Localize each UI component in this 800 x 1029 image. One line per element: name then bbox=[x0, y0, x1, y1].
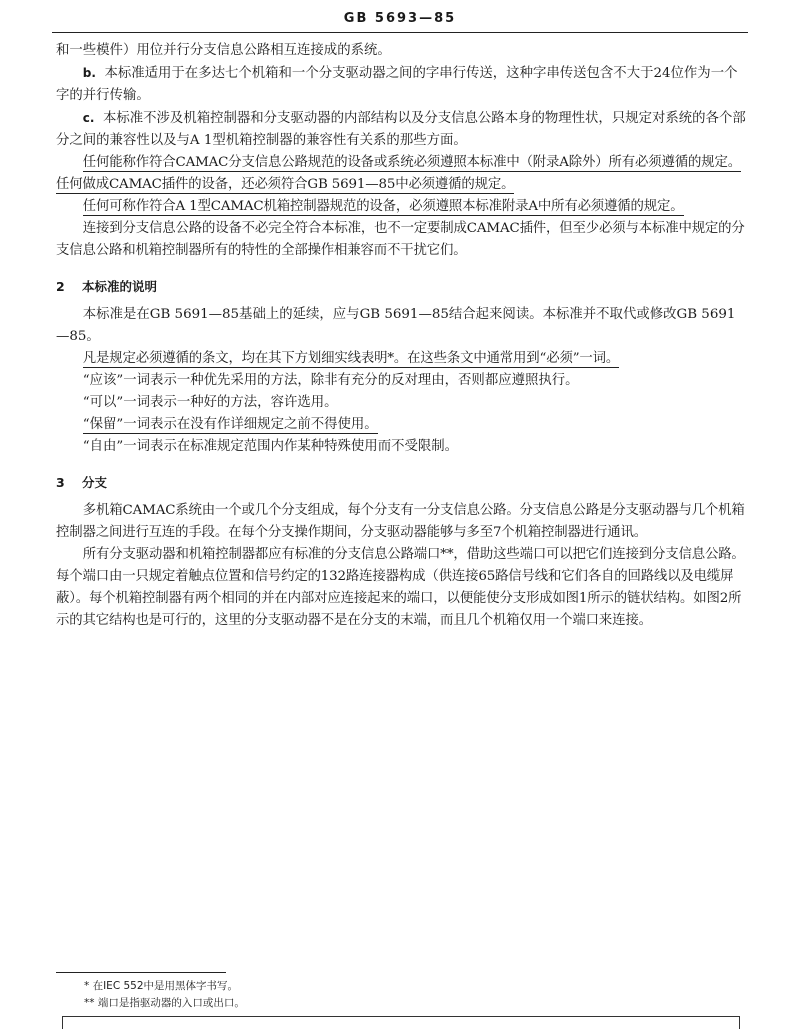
section-heading bbox=[56, 276, 746, 298]
mandatory-text: 任何可称作符合A 1型CAMAC机箱控制器规范的设备，必须遵照本标准附录A中所有必须遵循的规定。 bbox=[82, 199, 684, 214]
section-heading bbox=[56, 472, 746, 494]
mandatory-paragraph bbox=[56, 414, 746, 436]
mandatory-text: 凡是规定必须遵循的条文，均在其下方划细实线表明*。在这些条文中通常用到“必须”一词。 bbox=[82, 351, 620, 366]
paragraph: 所有分支驱动器和机箱控制器都应有标准的分支信息公路端口**，借助这些端口可以把它们连接到分支信息公路。每个端口由一只规定着触点位置和信号约定的132路连接器构成（供连接65路信号线和它们各自的回路线以及电缆屏蔽）。每个机箱控制器有两个相同的并在内部对应连接起来的端口，以便能使分支形成如图1所示的链状结构。如图2所示的其它结构也是可行的，这里的分支驱动器不是在分支的末端，而且几个机箱仅用一个端口来连接。 bbox=[56, 547, 745, 628]
paragraph: 连接到分支信息公路的设备不必完全符合本标准，也不一定要制成CAMAC插件，但至少必须与本标准中规定的分支信息公路和机箱控制器所有的特性的全部操作相兼容而不干扰它们。 bbox=[56, 221, 745, 258]
paragraph-c bbox=[56, 107, 746, 152]
section-title: 分支 bbox=[82, 475, 108, 490]
document-body bbox=[56, 40, 746, 632]
footnotes bbox=[84, 978, 245, 1012]
page-header bbox=[52, 8, 748, 33]
paragraph: “自由”一词表示在标准规定范围内作某种特殊使用而不受限制。 bbox=[82, 439, 459, 454]
section-number: 3 bbox=[56, 475, 65, 490]
section-number: 2 bbox=[56, 279, 65, 294]
mandatory-text: 任何能称作符合CAMAC分支信息公路规范的设备或系统必须遵照本标准中（附录A除外）所有必须遵循的规定。任何做成CAMAC插件的设备，还必须符合GB 5691—85中必须遵循的规定。 bbox=[56, 155, 741, 192]
item-label-b: b. bbox=[82, 66, 96, 80]
paragraph-b-text: 本标准适用于在多达七个机箱和一个分支驱动器之间的字串行传送，这种字串传送包含不大于24位作为一个字的并行传输。 bbox=[56, 66, 738, 103]
mandatory-paragraph bbox=[56, 348, 746, 370]
footnote: * 在IEC 552中是用黑体字书写。 bbox=[84, 980, 239, 992]
item-label-c: c. bbox=[82, 111, 95, 125]
footnote: ** 端口是指驱动器的入口或出口。 bbox=[84, 997, 245, 1009]
paragraph: 本标准是在GB 5691—85基础上的延续，应与GB 5691—85结合起来阅读。本标准并不取代或修改GB 5691—85。 bbox=[56, 307, 736, 344]
paragraph: “可以”一词表示一种好的方法，容许选用。 bbox=[82, 395, 338, 410]
section-title: 本标准的说明 bbox=[82, 279, 158, 294]
mandatory-text: “保留”一词表示在没有作详细规定之前不得使用。 bbox=[82, 417, 378, 432]
mandatory-paragraph bbox=[56, 152, 746, 196]
paragraph-c-text: 本标准不涉及机箱控制器和分支驱动器的内部结构以及分支信息公路本身的物理性状，只规定对系统的各个部分之间的兼容性以及与A 1型机箱控制器的兼容性有关系的那些方面。 bbox=[56, 111, 746, 148]
footnote-divider bbox=[56, 972, 226, 973]
page-bottom-frame bbox=[62, 1016, 740, 1029]
paragraph: 和一些模件）用位并行分支信息公路相互连接成的系统。 bbox=[56, 43, 391, 58]
paragraph: 多机箱CAMAC系统由一个或几个分支组成，每个分支有一分支信息公路。分支信息公路是分支驱动器与几个机箱控制器之间进行互连的手段。在每个分支操作期间，分支驱动器能够与多至7个机箱控制器进行通讯。 bbox=[56, 503, 745, 540]
paragraph: “应该”一词表示一种优先采用的方法，除非有充分的反对理由，否则都应遵照执行。 bbox=[82, 373, 579, 388]
paragraph-b bbox=[56, 62, 746, 107]
standard-code: GB 5693—85 bbox=[343, 11, 457, 26]
mandatory-paragraph bbox=[56, 196, 746, 218]
